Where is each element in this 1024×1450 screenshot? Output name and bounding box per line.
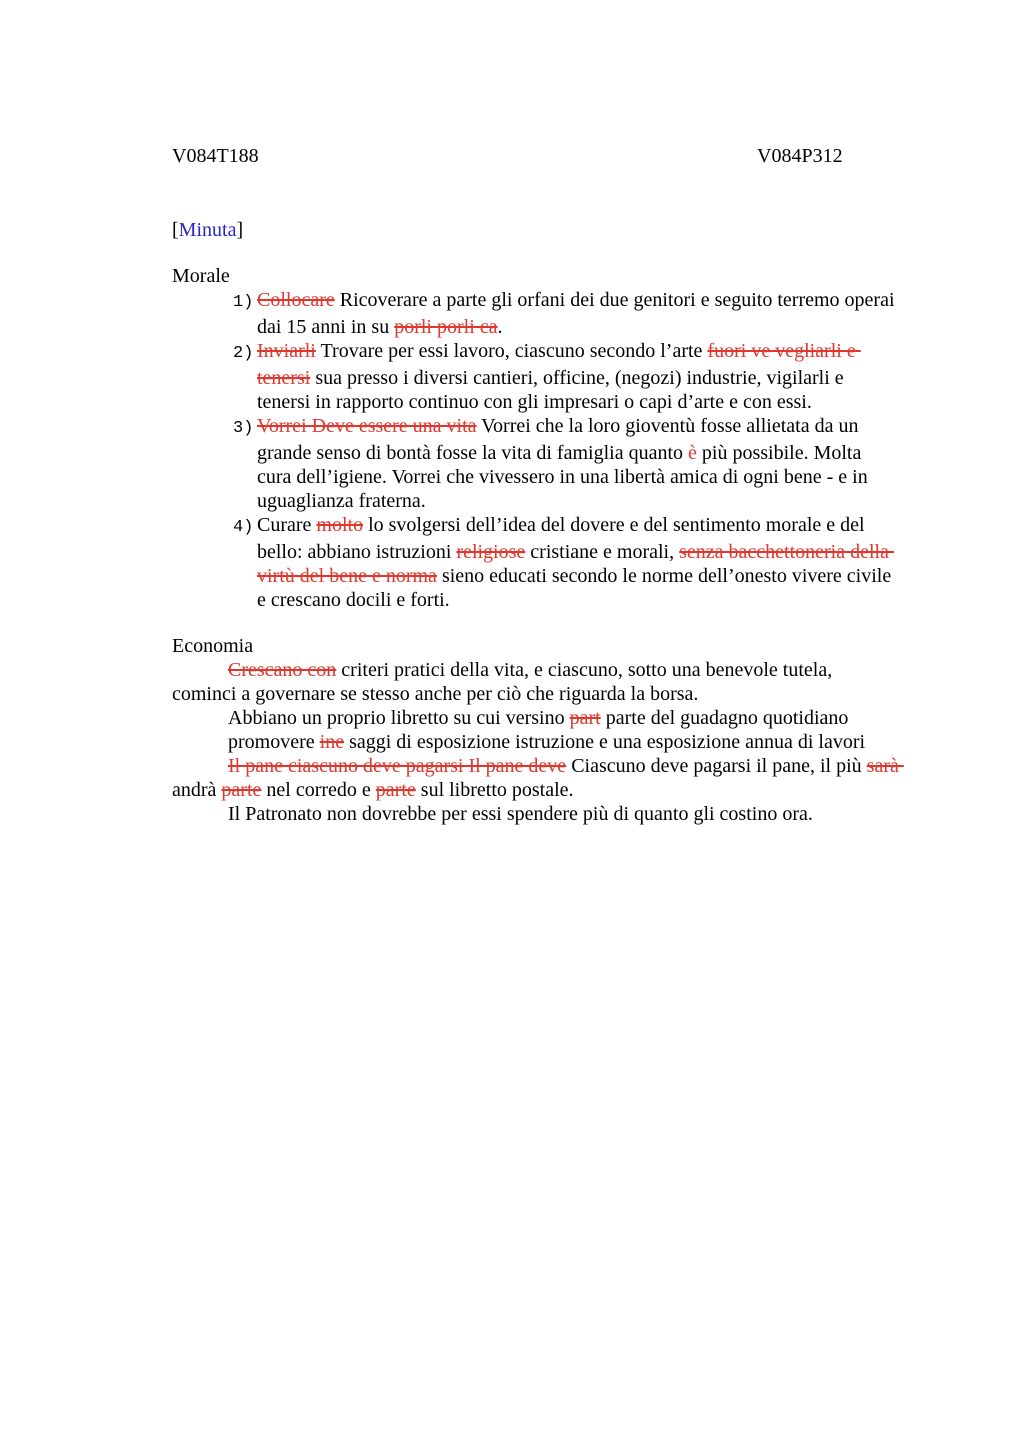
- struck-text-run: religiose: [456, 541, 526, 563]
- doc-code-left: V084T188: [172, 145, 259, 167]
- struck-text-run: ine: [319, 731, 345, 753]
- struck-text-run: senza bacchettoneria della: [679, 541, 894, 563]
- text-run: uguaglianza fraterna.: [257, 490, 426, 512]
- text-run: dai 15 anni in su: [257, 316, 395, 338]
- struck-text-run: molto: [316, 514, 364, 536]
- text-run: saggi di esposizione istruzione e una esposizione annua di lavori: [344, 731, 866, 753]
- struck-text-run: Crescano con: [228, 659, 337, 681]
- text-line: [172, 730, 924, 754]
- text-line: [172, 315, 924, 339]
- text-line: [172, 754, 924, 778]
- text-run: sieno educati secondo le norme dell’onesto vivere civile: [436, 565, 892, 587]
- text-run: .: [497, 316, 503, 338]
- text-run: cristiane e morali,: [525, 541, 680, 563]
- text-line: [172, 706, 924, 730]
- document-body: [172, 264, 924, 826]
- text-run: lo svolgersi dell’idea del dovere e del sentimento morale e del: [363, 514, 865, 536]
- list-number: 1): [233, 293, 254, 312]
- text-run: più possibile. Molta: [696, 442, 862, 464]
- struck-text-run: Il pane ciascuno deve pagarsi Il pane deve: [228, 755, 567, 777]
- text-line: [172, 489, 924, 513]
- struck-text-run: part: [569, 707, 601, 729]
- text-line: [172, 802, 924, 826]
- text-run: Abbiano un proprio libretto su cui versino: [228, 707, 570, 729]
- text-run: nel corredo e: [261, 779, 376, 801]
- text-line: [172, 540, 924, 564]
- list-number: 3): [233, 419, 254, 438]
- text-line: [172, 658, 924, 682]
- text-run: criteri pratici della vita, e ciascuno, sotto una benevole tutela,: [336, 659, 833, 681]
- text-line: [172, 564, 924, 588]
- text-run: grande senso di bontà fosse la vita di famiglia quanto: [257, 442, 689, 464]
- text-run: promovere: [228, 731, 320, 753]
- list-number: 2): [233, 344, 254, 363]
- text-run: cura dell’igiene. Vorrei che vivessero in una libertà amica di ogni bene - e in: [257, 466, 868, 488]
- text-line: [172, 513, 924, 540]
- text-line: [172, 441, 924, 465]
- section-heading-morale: Morale: [172, 265, 230, 287]
- struck-text-run: Vorrei Deve essere una vita: [257, 415, 477, 437]
- struck-text-run: fuori ve vegliarli e: [707, 340, 861, 362]
- text-run: andrà: [172, 779, 222, 801]
- struck-text-run: parte: [375, 779, 416, 801]
- minuta-link[interactable]: Minuta: [178, 219, 237, 241]
- struck-text-run: porli porli ca: [394, 316, 498, 338]
- text-run: tenersi in rapporto continuo con gli impresari o capi d’arte e con essi.: [257, 391, 812, 413]
- struck-text-run: Inviarli: [257, 340, 316, 362]
- text-line: [172, 366, 924, 390]
- struck-text-run: virtù del bene e norma: [257, 565, 437, 587]
- text-line: [172, 778, 924, 802]
- text-line: [172, 288, 924, 315]
- struck-text-run: Collocare: [257, 289, 335, 311]
- text-run: Vorrei che la loro gioventù fosse allietata da un: [476, 415, 859, 437]
- text-line: [172, 414, 924, 441]
- text-line: [172, 465, 924, 489]
- document-header: [172, 144, 924, 168]
- red-text-run: è: [688, 442, 697, 464]
- doc-code-right: V084P312: [757, 145, 843, 167]
- list-number: 4): [233, 518, 254, 537]
- text-run: parte del guadagno quotidiano: [600, 707, 849, 729]
- close-bracket: ]: [236, 219, 244, 241]
- struck-text-run: tenersi: [257, 367, 311, 389]
- open-bracket: [: [172, 219, 179, 241]
- text-line: [172, 588, 924, 612]
- text-line: [172, 682, 924, 706]
- text-run: Trovare per essi lavoro, ciascuno secondo l’arte: [315, 340, 708, 362]
- text-run: bello: abbiano istruzioni: [257, 541, 457, 563]
- text-line: [172, 339, 924, 366]
- struck-text-run: sarà: [866, 755, 904, 777]
- text-line: [172, 390, 924, 414]
- text-run: cominci a governare se stesso anche per ciò che riguarda la borsa.: [172, 683, 699, 705]
- text-run: sul libretto postale.: [415, 779, 574, 801]
- text-run: sua presso i diversi cantieri, officine, (negozi) industrie, vigilarli e: [310, 367, 844, 389]
- minuta-label: [172, 218, 924, 242]
- text-run: Il Patronato non dovrebbe per essi spendere più di quanto gli costino ora.: [228, 803, 813, 825]
- text-run: Ciascuno deve pagarsi il pane, il più: [566, 755, 867, 777]
- text-run: Ricoverare a parte gli orfani dei due genitori e seguito terremo operai: [334, 289, 895, 311]
- text-run: e crescano docili e forti.: [257, 589, 450, 611]
- struck-text-run: parte: [221, 779, 262, 801]
- text-run: Curare: [257, 514, 317, 536]
- section-heading-economia: Economia: [172, 635, 254, 657]
